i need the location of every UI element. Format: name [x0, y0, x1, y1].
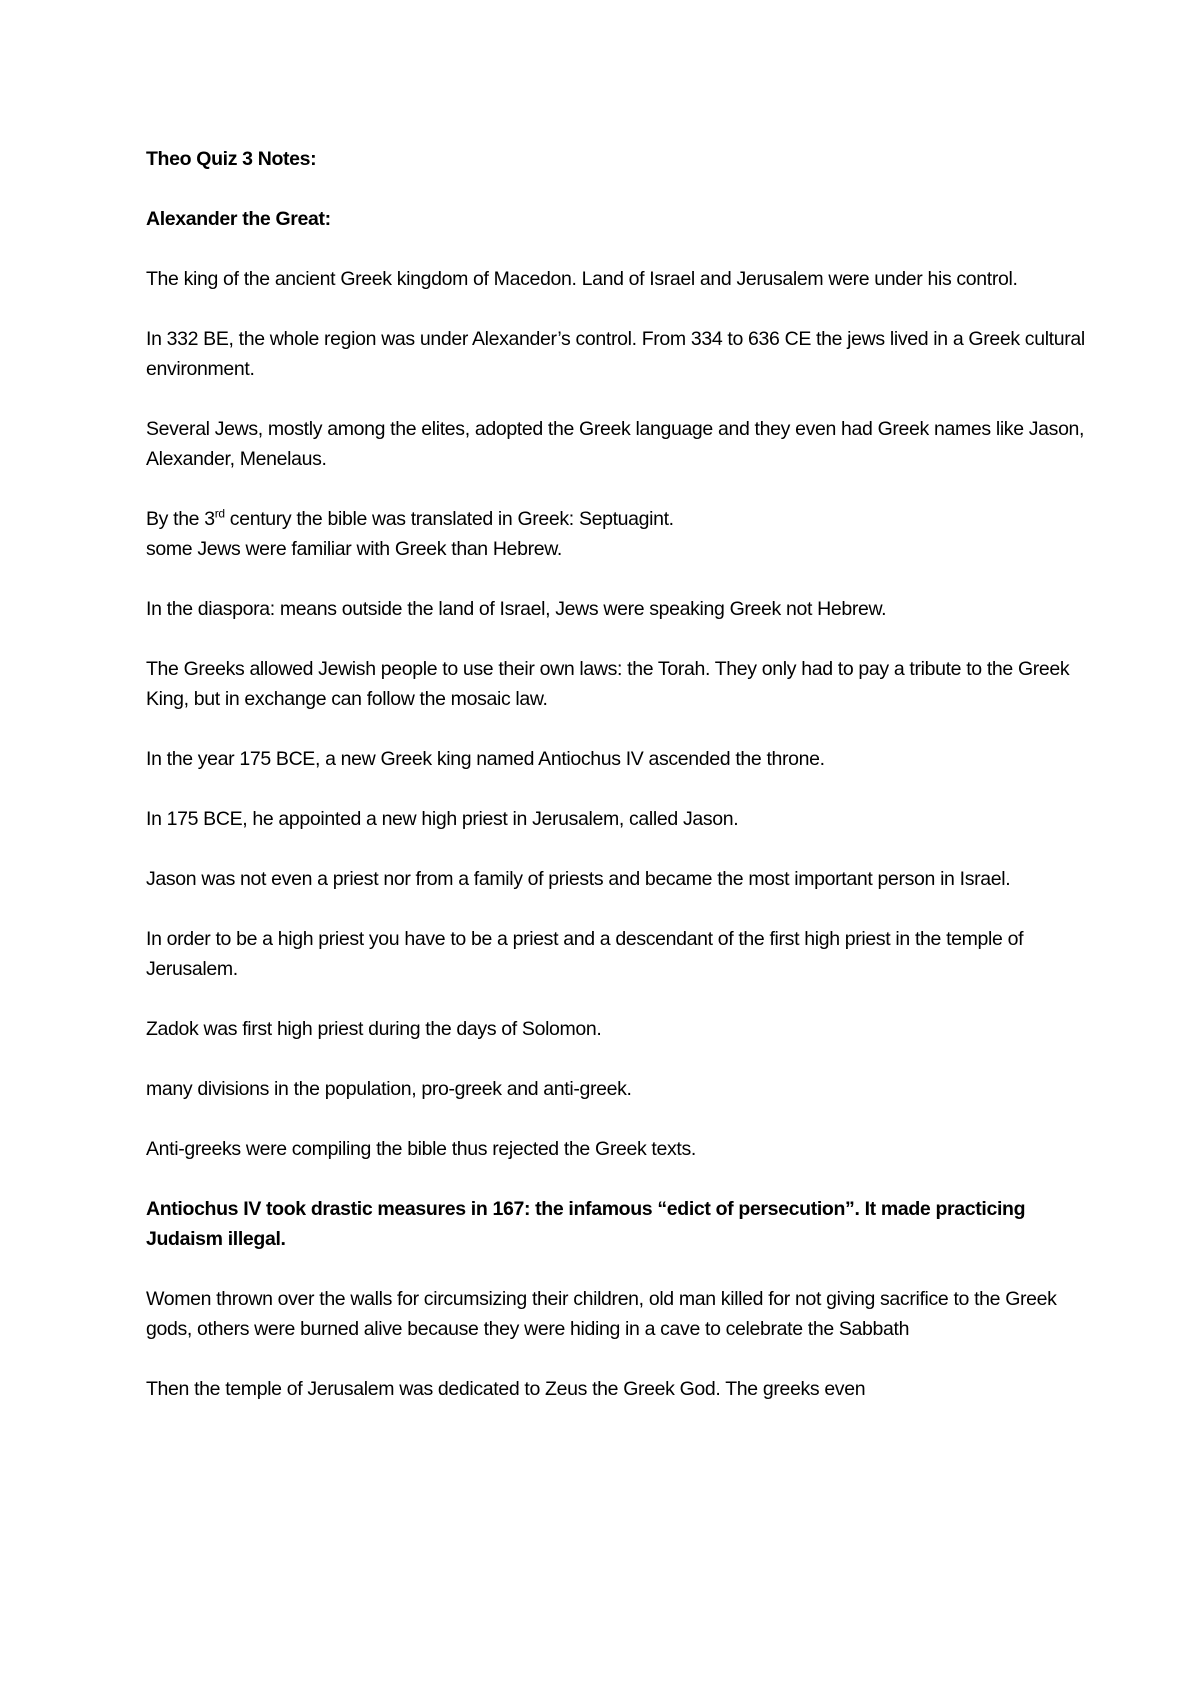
paragraph: Jason was not even a priest nor from a family of priests and became the most important person in Israel. [146, 868, 1011, 890]
paragraph: Then the temple of Jerusalem was dedicated to Zeus the Greek God. The greeks even [146, 1378, 866, 1400]
paragraph: In 332 BE, the whole region was under Alexander’s control. From 334 to 636 CE the jews lived in a Greek cultural environment. [146, 328, 1085, 380]
paragraph: The king of the ancient Greek kingdom of Macedon. Land of Israel and Jerusalem were under his control. [146, 268, 1018, 290]
paragraph: In 175 BCE, he appointed a new high priest in Jerusalem, called Jason. [146, 808, 739, 830]
paragraph: In the diaspora: means outside the land of Israel, Jews were speaking Greek not Hebrew. [146, 598, 887, 620]
paragraph-text: century the bible was translated in Greek: Septuagint. [224, 508, 674, 530]
document-title: Theo Quiz 3 Notes: [146, 148, 317, 170]
paragraph [146, 504, 1086, 534]
paragraph: some Jews were familiar with Greek than Hebrew. [146, 538, 562, 560]
paragraph: Anti-greeks were compiling the bible thus rejected the Greek texts. [146, 1138, 696, 1160]
section-heading: Alexander the Great: [146, 208, 331, 230]
paragraph-text: By the 3 [146, 508, 215, 530]
bold-paragraph: Antiochus IV took drastic measures in 167: the infamous “edict of persecution”. It made practicing Judaism illegal. [146, 1198, 1026, 1250]
paragraph: many divisions in the population, pro-greek and anti-greek. [146, 1078, 632, 1100]
document-body [146, 144, 1086, 1434]
paragraph: Several Jews, mostly among the elites, adopted the Greek language and they even had Greek names like Jason, Alexander, Menelaus. [146, 418, 1085, 470]
paragraph: In order to be a high priest you have to be a priest and a descendant of the first high priest in the temple of Jerusalem. [146, 928, 1024, 980]
paragraph: In the year 175 BCE, a new Greek king named Antiochus IV ascended the throne. [146, 748, 825, 770]
paragraph: Zadok was first high priest during the days of Solomon. [146, 1018, 602, 1040]
paragraph: The Greeks allowed Jewish people to use their own laws: the Torah. They only had to pay a tribute to the Greek King, but in exchange can follow the mosaic law. [146, 658, 1070, 710]
paragraph: Women thrown over the walls for circumsizing their children, old man killed for not giving sacrifice to the Greek gods, others were burned alive because they were hiding in a cave to celebrate the Sabbath [146, 1288, 1057, 1340]
superscript: rd [214, 506, 225, 521]
